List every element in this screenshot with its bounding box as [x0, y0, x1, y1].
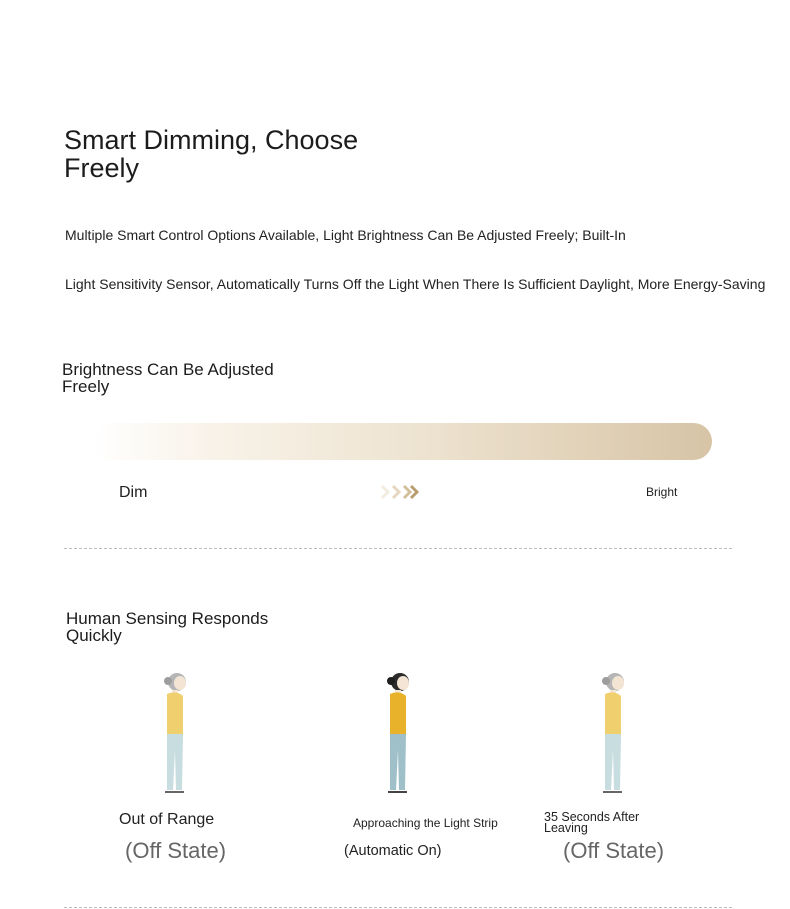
state-label-off: (Off State): [125, 838, 227, 863]
description-line-2: Light Sensitivity Sensor, Automatically Turns Off the Light When There Is Sufficient Daylight, More Energy-Saving: [65, 276, 766, 292]
brightness-gradient-bar: [92, 423, 712, 460]
state-caption-out-of-range: Out of Range: [119, 811, 215, 828]
dim-label: Dim: [119, 484, 148, 501]
state-caption-after-leaving: 35 Seconds After Leaving: [544, 810, 640, 835]
description-line-1: Multiple Smart Control Options Available, Light Brightness Can Be Adjusted Freely; Built-In: [65, 227, 626, 243]
state-caption-approaching: Approaching the Light Strip: [353, 816, 498, 830]
state-label-automatic-on: (Automatic On): [344, 843, 442, 859]
chevrons-right-icon: [380, 484, 420, 500]
section-divider: [64, 548, 732, 549]
bright-label: Bright: [646, 485, 678, 499]
page-title: Smart Dimming, Choose Freely: [64, 125, 359, 183]
person-standing-icon: [155, 670, 195, 796]
brightness-section-title: Brightness Can Be Adjusted Freely: [62, 360, 274, 396]
sensing-section-title: Human Sensing Responds Quickly: [66, 609, 269, 645]
person-standing-icon: [593, 670, 633, 796]
person-standing-icon: [378, 670, 418, 796]
section-divider: [64, 907, 732, 908]
state-label-off: (Off State): [563, 838, 665, 863]
